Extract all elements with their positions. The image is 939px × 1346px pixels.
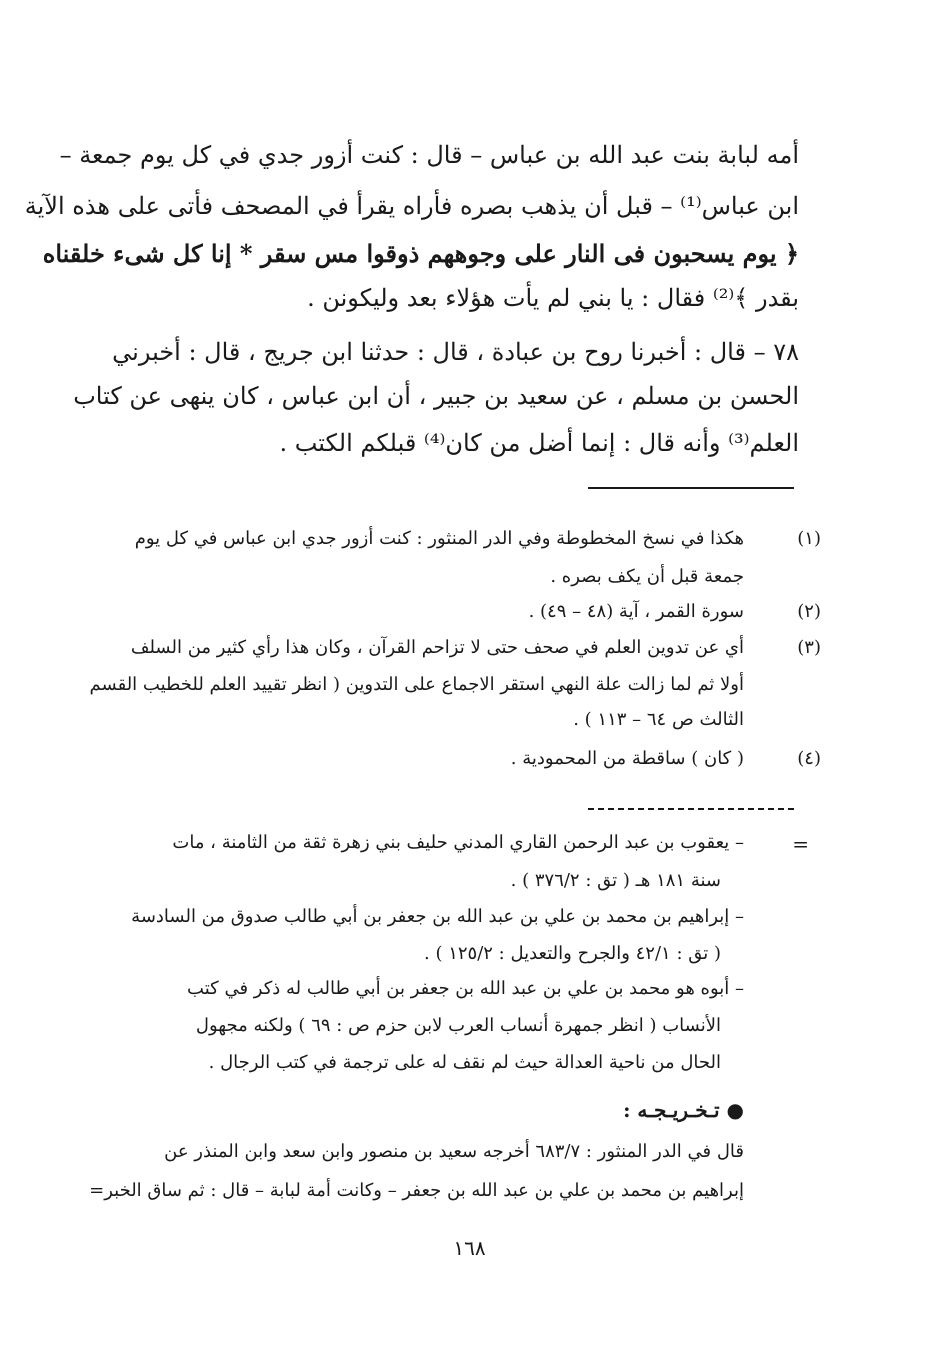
footnote-3-line-3: الثالث ص ٦٤ – ١١٣ ) . <box>573 709 744 730</box>
footnote-3-line-1: أي عن تدوين العلم في صحف حتى لا تزاحم القرآن ، وكان هذا رأي كثير من السلف <box>130 637 744 658</box>
footnote-1-line-2: جمعة قبل أن يكف بصره . <box>550 566 744 587</box>
footnote-number-4: (٤) <box>797 748 821 769</box>
narrator-3-line-2: الأنساب ( انظر جمهرة أنساب العرب لابن حزم ص : ٦٩ ) ولكنه مجهول <box>195 1015 721 1036</box>
narrator-1-line-2: سنة ١٨١ هـ ( تق : ٣٧٦/٢ ) . <box>510 870 721 891</box>
footnote-separator <box>588 487 794 489</box>
footnote-2-line-1: سورة القمر ، آية (٤٨ – ٤٩) . <box>528 601 744 622</box>
continuation-marker: = <box>792 832 809 856</box>
footnote-number-2: (٢) <box>797 601 821 622</box>
footnote-number-1: (١) <box>797 528 821 549</box>
narrator-3-line-3: الحال من ناحية العدالة حيث لم نقف له على ترجمة في كتب الرجال . <box>208 1052 721 1073</box>
narrator-2-line-1: – إبراهيم بن محمد بن علي بن عبد الله بن جعفر بن أبي طالب صدوق من السادسة <box>131 906 744 927</box>
footnote-number-3: (٣) <box>797 637 821 658</box>
hadith-78-line-2: الحسن بن مسلم ، عن سعيد بن جبير ، أن ابن عباس ، كان ينهى عن كتاب <box>73 382 799 410</box>
takhrij-heading: ● تـخـريـجـه : <box>623 1098 744 1122</box>
main-line-2: ابن عباس⁽¹⁾ – قبل أن يذهب بصره فأراه يقرأ في المصحف فأتى على هذه الآية <box>24 192 799 220</box>
quran-verse-line-1: ﴿ يوم يسحبون فى النار على وجوههم ذوقوا مس سقر * إنا كل شىء خلقناه <box>42 239 799 268</box>
main-line-4: بقدر ﴾⁽²⁾ فقال : يا بني لم يأت هؤلاء بعد وليكونن . <box>307 284 799 312</box>
takhrij-line-1: قال في الدر المنثور : ٦٨٣/٧ أخرجه سعيد بن منصور وابن سعد وابن المنذر عن <box>164 1141 744 1162</box>
narrators-separator <box>588 808 794 810</box>
takhrij-line-2: إبراهيم بن محمد بن علي بن عبد الله بن جعفر – وكانت أمة لبابة – قال : ثم ساق الخبر= <box>89 1180 744 1201</box>
main-line-1: أمه لبابة بنت عبد الله بن عباس – قال : كنت أزور جدي في كل يوم جمعة – <box>59 141 799 169</box>
hadith-78-line-3: العلم⁽³⁾ وأنه قال : إنما أضل من كان⁽⁴⁾ قبلكم الكتب . <box>279 429 799 457</box>
footnote-4-line-1: ( كان ) ساقطة من المحمودية . <box>510 748 744 769</box>
page-number: ١٦٨ <box>453 1236 486 1260</box>
hadith-78-line-1: ٧٨ – قال : أخبرنا روح بن عبادة ، قال : حدثنا ابن جريج ، قال : أخبرني <box>112 338 799 366</box>
narrator-1-line-1: – يعقوب بن عبد الرحمن القاري المدني حليف بني زهرة ثقة من الثامنة ، مات <box>172 832 744 853</box>
footnote-1-line-1: هكذا في نسخ المخطوطة وفي الدر المنثور : كنت أزور جدي ابن عباس في كل يوم <box>134 528 744 549</box>
footnote-3-line-2: أولا ثم لما زالت علة النهي استقر الاجماع على التدوين ( انظر تقييد العلم للخطيب القسم <box>89 674 744 695</box>
narrator-2-line-2: ( تق : ٤٢/١ والجرح والتعديل : ١٢٥/٢ ) . <box>424 943 721 964</box>
narrator-3-line-1: – أبوه هو محمد بن علي بن عبد الله بن جعفر بن أبي طالب له ذكر في كتب <box>187 978 744 999</box>
